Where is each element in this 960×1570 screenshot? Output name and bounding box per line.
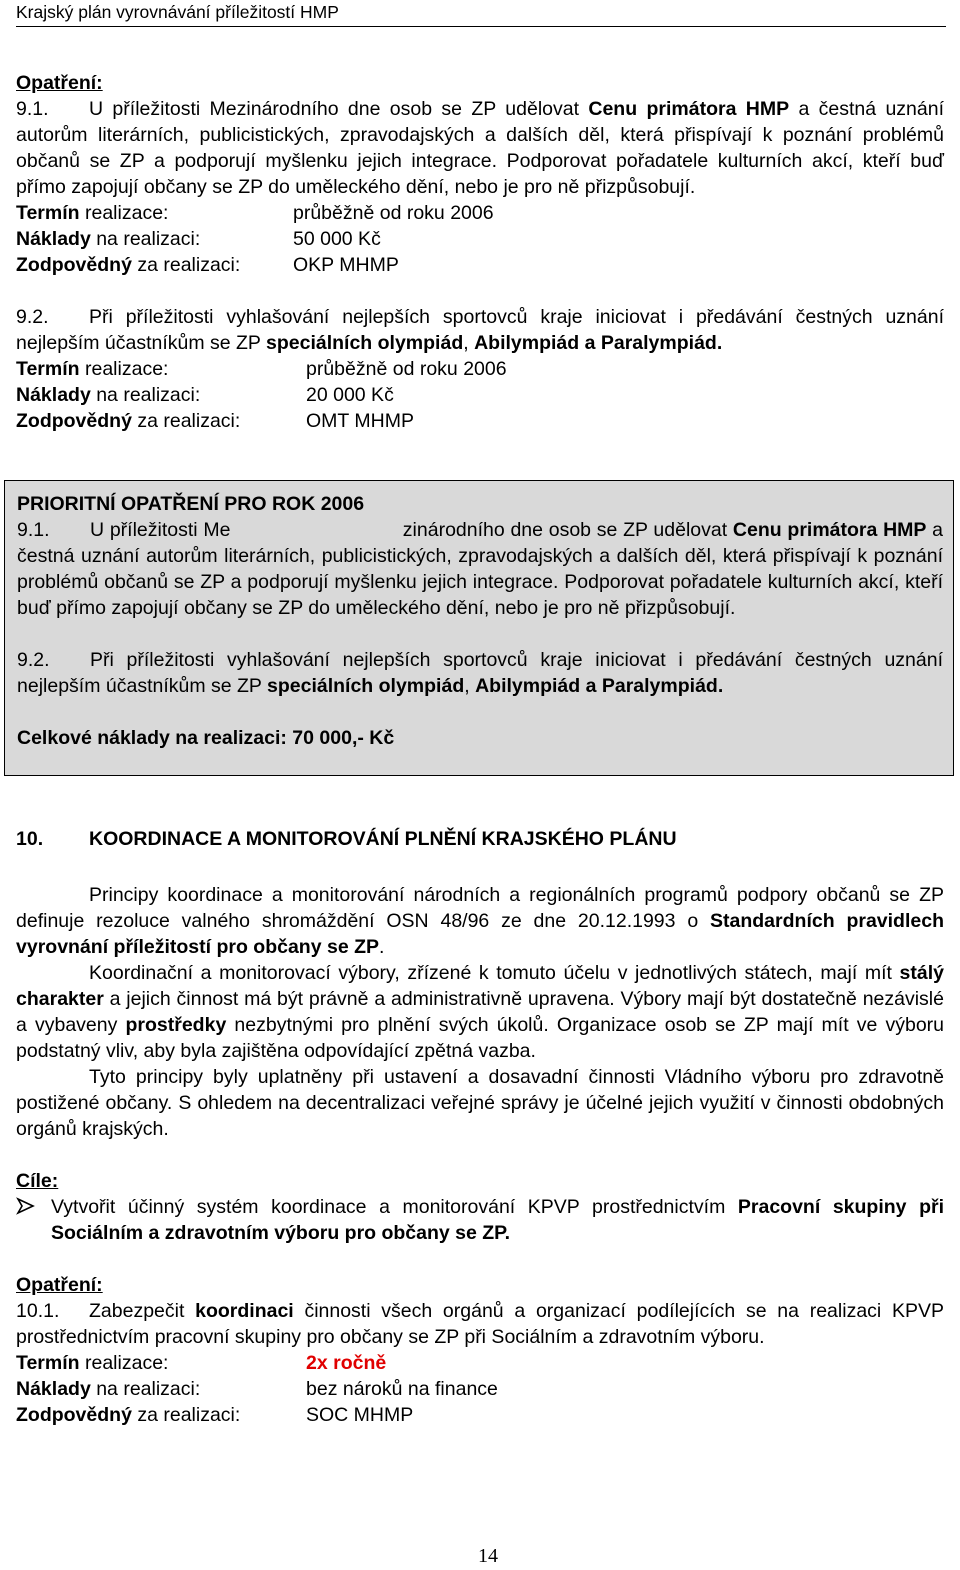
naklady-row: Náklady na realizaci: 20 000 Kč [16,384,394,406]
priority-total: Celkové náklady na realizaci: 70 000,- Kč [17,727,395,749]
section-10 [16,826,944,1428]
priority-box [4,480,954,776]
zodpovedny-row: Zodpovědný za realizaci: OMT MHMP [16,410,414,432]
page-header [16,0,946,27]
priority-9-2: 9.2. Při příležitosti vyhlašování nejlepších sportovců kraje iniciovat i předávání čestných uznání nejlepším účastníkům se ZP speciálních olympiád, Abilympiád a Paralympiád. [17,649,943,697]
paragraph-committees: Koordinační a monitorovací výbory, zřízené k tomuto účelu v jednotlivých státech, mají mít stálý charakter a jejich činnost má být právně a administrativně upravena. Výbory mají být dostatečně nezávislé a vybaveny prostředky nezbytnými pro plnění svých úkolů. Organizace osob se ZP mají mít ve výboru podstatný vliv, aby byla zajištěna odpovídající zpětná vazba. [16,962,945,1062]
measure-10-1: 10.1. Zabezpečit koordinaci činnosti všech orgánů a organizací podílejících se na realizaci KPVP prostřednictvím pracovní skupiny pro občany se ZP při Sociálním a zdravotním výboru. [16,1300,944,1348]
cile-heading: Cíle: [16,1170,59,1192]
header-title: Krajský plán vyrovnávání příležitostí HMP [16,2,339,22]
section-10-heading: 10. KOORDINACE A MONITOROVÁNÍ PLNĚNÍ KRAJSKÉHO PLÁNU [16,828,677,850]
paragraph-application: Tyto principy byly uplatněny při ustavení a dosavadní činnosti Vládního výboru pro zdravotně postižené občany. S ohledem na decentralizaci veřejné správy je účelné jejich využití v činnosti obdobných orgánů krajských. [16,1066,944,1140]
termin-row: Termín realizace: 2x ročně [16,1352,387,1374]
termin-row: Termín realizace: průběžně od roku 2006 [16,358,507,380]
opatreni-heading: Opatření: [16,72,103,94]
naklady-row: Náklady na realizaci: 50 000 Kč [16,228,381,250]
measure-9-2: 9.2. Při příležitosti vyhlašování nejlepších sportovců kraje iniciovat i předávání čestných uznání nejlepším účastníkům se ZP speciálních olympiád, Abilympiád a Paralympiád. [16,306,944,354]
zodpovedny-row: Zodpovědný za realizaci: OKP MHMP [16,254,399,276]
priority-9-1: 9.1. U příležitosti Me zinárodního dne osob se ZP udělovat Cenu primátora HMP a čestná uznání autorům literárních, publicistických, zpravodajských a dalších děl, která přispívají k poznání problémů občanů se ZP a podporují myšlenku jejich integrace. Podporovat pořadatele kulturních akcí, kteří buď přímo zapojují občany se ZP do uměleckého dění, nebo je pro ně přizpůsobují. [17,519,944,619]
paragraph-principles: Principy koordinace a monitorování národních a regionálních programů podpory občanů se ZP definuje rezoluce valného shromáždění OSN 48/96 ze dne 20.12.1993 o Standardních pravidlech vyrovnání příležitostí pro občany se ZP. [16,884,944,958]
zodpovedny-row: Zodpovědný za realizaci: SOC MHMP [16,1404,414,1426]
page-body [16,70,944,434]
measure-9-1: 9.1. U příležitosti Mezinárodního dne osob se ZP udělovat Cenu primátora HMP a čestná uznání autorům literárních, publicistických, zpravodajských a dalších děl, která přispívají k poznání problémů občanů se ZP a podporují myšlenku jejich integrace. Podporovat pořadatele kulturních akcí, kteří buď přímo zapojují občany se ZP do uměleckého dění, nebo je pro ně přizpůsobují. [16,98,945,198]
naklady-row: Náklady na realizaci: bez nároků na finance [16,1378,498,1400]
arrow-bullet-icon [16,1194,51,1246]
priority-title: PRIORITNÍ OPATŘENÍ PRO ROK 2006 [17,493,365,515]
page-number: 14 [478,1545,498,1567]
opatreni-heading-10: Opatření: [16,1274,103,1296]
termin-row: Termín realizace: průběžně od roku 2006 [16,202,494,224]
goal-item: Vytvořit účinný systém koordinace a monitorování KPVP prostřednictvím Pracovní skupiny při Sociálním a zdravotním výboru pro občany se ZP. [16,1194,944,1246]
